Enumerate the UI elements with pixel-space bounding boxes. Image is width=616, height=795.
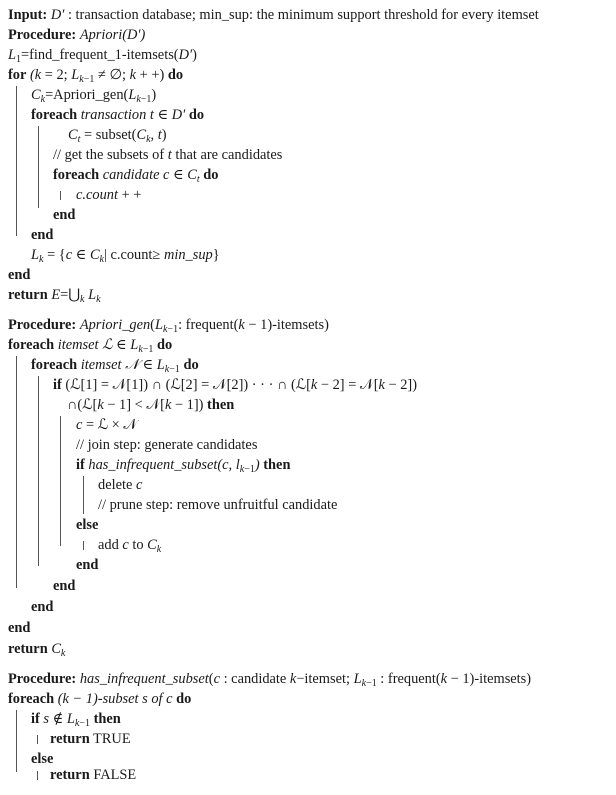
block-rule [38,376,39,566]
keyword-then: then [93,711,121,727]
procedure-apriori-gen-header: Procedure: $Apriori\_gen(L_{k-1}$: frequent(k − 1)-itemsets) [8,317,329,335]
keyword-foreach: foreach [53,167,100,183]
keyword-return: return [50,731,90,747]
if-join-condition-cont: ∩(ℒ[k − 1] < 𝒩[k − 1]) then [67,397,235,413]
keyword-do: do [176,691,192,707]
if-not-in-line: if s ∉ $L_{k-1}$ then [31,711,121,729]
procedure-apriori-header: Procedure: Apriori(D′) [8,27,146,43]
keyword-end: end [31,227,54,243]
keyword-end: end [8,267,31,283]
return-value: TRUE [93,731,131,747]
find-frequent-line: $L_1=find\_frequent\_1-itemsets(D')$ [8,47,197,65]
keyword-if: if [53,377,62,393]
return-true-line [50,730,131,748]
keyword-procedure: Procedure: [8,317,77,333]
procedure-has-infrequent-header: Procedure: has_infrequent_subset(c : candidate k−itemset; $L_{k-1}$ : frequent(k − 1)-itemsets) [8,671,532,689]
comment-join-step: // join step: generate candidates [76,437,258,453]
keyword-procedure: Procedure: [8,671,77,687]
join-assignment-line: c = ℒ × 𝒩 [76,417,138,433]
keyword-do: do [203,167,219,183]
keyword-foreach: foreach [31,107,78,123]
return-e-line: return $E=⋃_k$ $L_k$ [8,287,101,305]
keyword-do: do [188,107,205,123]
foreach-transaction-line: foreach transaction t ∈ D′ do [31,107,205,123]
keyword-do: do [157,337,173,353]
keyword-do: do [183,357,199,373]
block-rule [83,476,84,514]
keyword-return: return [8,641,48,657]
subset-line: $C_t$ = $subset(C_k$, t) [68,127,167,145]
add-candidate-line: add c to $C_k$ [98,537,162,555]
end-line [31,598,53,616]
keyword-end: end [8,620,31,636]
return-false-line [50,766,136,784]
return-ck-line: return $C_k$ [8,641,66,659]
keyword-then: then [263,457,291,473]
keyword-for: for [8,67,27,83]
count-increment-line: c.count + + [76,187,142,203]
keyword-end: end [53,578,76,594]
keyword-foreach: foreach [8,691,55,707]
foreach-subset-line: foreach (k − 1)-subset s of c do [8,691,192,707]
if-infrequent-line: if has_infrequent_subset(c, $l_{k-1}$) then [76,457,291,475]
foreach-itemset-l-line: foreach itemset ℒ ∈ $L_{k-1}$ do [8,337,173,355]
block-rule [16,356,17,588]
keyword-else: else [76,517,99,533]
else-line [76,516,98,534]
if-join-condition-line: if (ℒ[1] = 𝒩[1]) ∩ (ℒ[2] = 𝒩[2]) · · · ∩ (ℒ[k − 2] = 𝒩[k − 2]) [53,377,417,393]
keyword-else: else [31,751,54,767]
keyword-if: if [31,711,40,727]
apriori-gen-call: $C_k=Apriori\_gen(L_{k-1})$ [31,87,157,105]
block-rule [60,191,61,200]
end-line [8,266,30,284]
block-rule [37,735,38,744]
end-line [53,206,75,224]
keyword-then: then [207,397,235,413]
comment-prune-step: // prune step: remove unfruitful candidate [98,497,338,513]
end-line [53,577,75,595]
end-line [76,556,98,574]
keyword-end: end [31,599,54,615]
foreach-candidate-line: foreach candidate c ∈ $C_t$ do [53,167,219,185]
keyword-return: return [8,287,48,303]
lk-assignment-line: $L_k = \{c$ ∈ $C_k|$ c.count≥ min_sup} [31,247,220,265]
comment-get-subsets: // get the subsets of t that are candidates [53,147,283,163]
block-rule [38,126,39,208]
for-loop-line: for (k = 2; $L_{k-1}$ ≠ ∅; k + +) do [8,67,184,85]
keyword-do: do [167,67,184,83]
keyword-end: end [53,207,76,223]
keyword-input: Input: [8,7,48,23]
block-rule [60,416,61,546]
end-line [8,619,30,637]
block-rule [37,771,38,780]
block-rule [16,710,17,772]
block-rule [83,541,84,550]
end-line [31,226,53,244]
keyword-procedure: Procedure: [8,27,77,43]
block-rule [16,86,17,236]
keyword-foreach: foreach [31,357,78,373]
return-value: FALSE [93,767,137,783]
input-line: Input: D′ : transaction database; min_sup: the minimum support threshold for every itemset [8,7,539,23]
foreach-itemset-n-line: foreach itemset 𝒩 ∈ $L_{k-1}$ do [31,357,199,375]
keyword-return: return [50,767,90,783]
keyword-end: end [76,557,99,573]
keyword-if: if [76,457,85,473]
keyword-foreach: foreach [8,337,55,353]
delete-candidate-line: delete c [98,477,143,493]
